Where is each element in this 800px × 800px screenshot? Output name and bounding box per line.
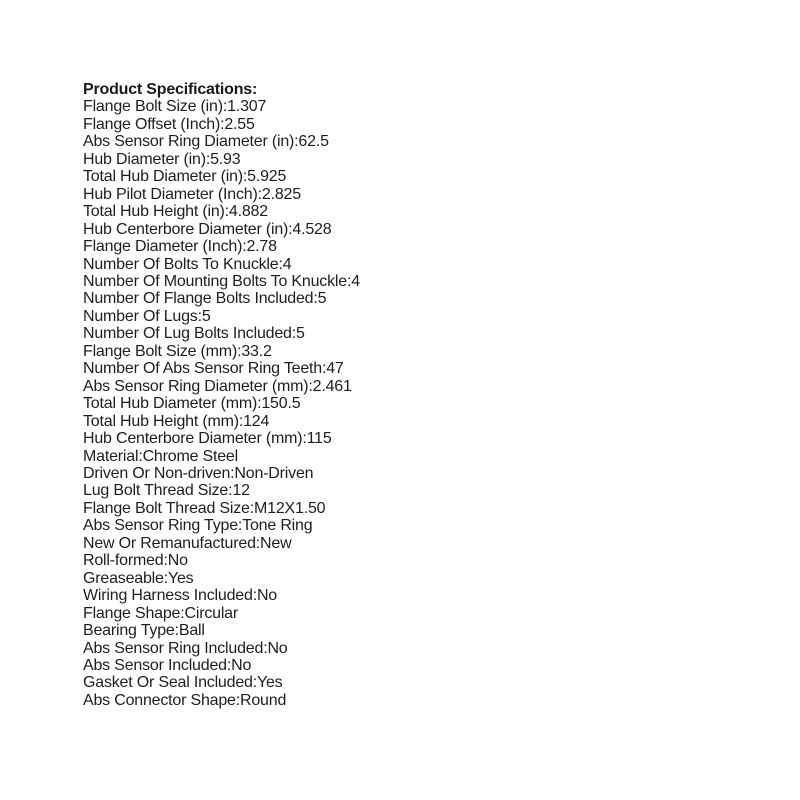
spec-value: New [260, 534, 292, 552]
spec-row [83, 570, 360, 587]
spec-value: 62.5 [298, 133, 329, 151]
spec-row [83, 378, 360, 395]
spec-separator: : [263, 639, 268, 657]
spec-separator: : [242, 168, 248, 186]
spec-label: Number Of Lugs [83, 307, 198, 325]
spec-label: Number Of Abs Sensor Ring Teeth [83, 360, 322, 378]
spec-label: Abs Sensor Ring Diameter (in) [83, 133, 295, 151]
spec-separator: : [257, 185, 262, 203]
spec-value: 33.2 [241, 342, 272, 360]
spec-separator: : [230, 464, 235, 482]
spec-row [83, 360, 360, 377]
spec-label: Flange Bolt Size (in) [83, 98, 223, 116]
spec-value: 5.93 [210, 150, 241, 168]
spec-label: Abs Sensor Ring Diameter (mm) [83, 377, 309, 395]
spec-separator: : [163, 552, 168, 570]
spec-separator: : [237, 517, 243, 535]
spec-value: Yes [167, 569, 194, 587]
spec-value: 5.925 [247, 168, 287, 186]
spec-row [83, 448, 360, 465]
spec-list [83, 98, 360, 709]
spec-row [83, 500, 360, 517]
spec-separator: : [222, 98, 228, 116]
spec-label: New Or Remanufactured [83, 534, 256, 552]
spec-separator: : [197, 307, 202, 325]
spec-label: Number Of Lug Bolts Included [83, 325, 292, 343]
spec-separator: : [278, 255, 283, 273]
spec-value: Circular [184, 604, 239, 622]
spec-value: 2.825 [261, 185, 301, 203]
spec-value: 12 [232, 482, 250, 500]
spec-row [83, 482, 360, 499]
spec-label: Hub Centerbore Diameter (in) [83, 220, 289, 238]
spec-row [83, 395, 360, 412]
spec-label: Total Hub Height (mm) [83, 412, 239, 430]
spec-separator: : [242, 238, 247, 256]
spec-label: Number Of Bolts To Knuckle [83, 255, 279, 273]
spec-separator: : [252, 674, 257, 692]
spec-label: Abs Connector Shape [83, 691, 236, 709]
spec-label: Driven Or Non-driven [83, 464, 231, 482]
spec-value: Chrome Steel [142, 447, 238, 465]
spec-label: Total Hub Diameter (mm) [83, 395, 258, 413]
spec-label: Total Hub Diameter (in) [83, 168, 243, 186]
spec-row [83, 674, 360, 691]
spec-separator: : [302, 430, 307, 448]
spec-label: Abs Sensor Included [83, 656, 227, 674]
spec-separator: : [224, 203, 229, 221]
spec-separator: : [174, 622, 179, 640]
spec-row [83, 186, 360, 203]
spec-separator: : [308, 377, 313, 395]
spec-value: No [231, 656, 252, 674]
spec-row [83, 238, 360, 255]
spec-label: Abs Sensor Ring Type [83, 517, 238, 535]
spec-value: 4.882 [228, 203, 268, 221]
spec-value: 115 [306, 430, 332, 448]
spec-separator: : [220, 115, 225, 133]
spec-label: Wiring Harness Included [83, 587, 253, 605]
spec-row [83, 343, 360, 360]
spec-separator: : [163, 569, 168, 587]
spec-separator: : [226, 656, 232, 674]
spec-value: 2.78 [246, 238, 277, 256]
spec-value: 47 [326, 360, 344, 378]
spec-value: Ball [178, 622, 205, 640]
spec-value: No [256, 587, 278, 605]
spec-value: Round [240, 691, 287, 709]
spec-row [83, 98, 360, 115]
spec-separator: : [205, 150, 211, 168]
spec-value: No [167, 552, 188, 570]
spec-label: Flange Diameter (Inch) [83, 238, 243, 256]
spec-row [83, 657, 360, 674]
spec-separator: : [291, 325, 296, 343]
spec-label: Gasket Or Seal Included [83, 674, 253, 692]
spec-label: Flange Bolt Size (mm) [83, 342, 238, 360]
spec-row [83, 168, 360, 185]
spec-row [83, 605, 360, 622]
spec-separator: : [238, 412, 244, 430]
spec-separator: : [257, 395, 262, 413]
spec-value: Yes [256, 674, 283, 692]
spec-row [83, 517, 360, 534]
spec-separator: : [180, 604, 185, 622]
spec-separator: : [249, 499, 255, 517]
spec-sheet [83, 81, 360, 709]
spec-label: Number Of Flange Bolts Included [83, 290, 314, 308]
spec-row [83, 116, 360, 133]
spec-label: Number Of Mounting Bolts To Knuckle [83, 272, 347, 290]
spec-separator: : [255, 534, 261, 552]
spec-row [83, 151, 360, 168]
spec-value: 150.5 [261, 395, 301, 413]
spec-row [83, 290, 360, 307]
spec-row [83, 256, 360, 273]
spec-value: 2.55 [224, 115, 255, 133]
spec-value: Non-Driven [234, 464, 314, 482]
spec-separator: : [321, 360, 327, 378]
spec-row [83, 308, 360, 325]
spec-label: Roll-formed [83, 552, 164, 570]
spec-separator: : [138, 447, 143, 465]
spec-value: M12X1.50 [254, 499, 326, 517]
spec-row [83, 133, 360, 150]
spec-value: 4 [282, 255, 292, 273]
spec-label: Flange Shape [83, 604, 181, 622]
spec-value: 2.461 [312, 377, 352, 395]
spec-label: Hub Pilot Diameter (Inch) [83, 185, 258, 203]
spec-label: Bearing Type [83, 622, 175, 640]
spec-row [83, 221, 360, 238]
spec-separator: : [235, 691, 240, 709]
spec-label: Total Hub Height (in) [83, 203, 225, 221]
spec-value: No [267, 639, 288, 657]
spec-label: Flange Bolt Thread Size [83, 499, 250, 517]
spec-row [83, 692, 360, 709]
spec-value: 5 [296, 325, 305, 343]
spec-heading: Product Specifications: [83, 81, 258, 98]
spec-row [83, 273, 360, 290]
spec-label: Hub Centerbore Diameter (mm) [83, 430, 303, 448]
spec-label: Greaseable [83, 569, 164, 587]
spec-row [83, 552, 360, 569]
spec-separator: : [237, 342, 242, 360]
spec-value: 1.307 [227, 98, 267, 116]
spec-separator: : [313, 290, 318, 308]
spec-label: Material [83, 447, 139, 465]
spec-row [83, 622, 360, 639]
spec-value: 5 [201, 307, 211, 325]
spec-row [83, 430, 360, 447]
spec-label: Abs Sensor Ring Included [83, 639, 264, 657]
spec-value: Tone Ring [242, 517, 313, 535]
spec-row [83, 325, 360, 342]
spec-label: Lug Bolt Thread Size [83, 482, 229, 500]
spec-row [83, 465, 360, 482]
spec-value: 4 [351, 272, 360, 290]
spec-value: 4.528 [292, 220, 332, 238]
spec-row [83, 535, 360, 552]
spec-separator: : [294, 133, 299, 151]
spec-label: Flange Offset (Inch) [83, 115, 221, 133]
spec-value: 124 [243, 412, 270, 430]
spec-separator: : [288, 220, 293, 238]
spec-separator: : [252, 587, 257, 605]
spec-row [83, 203, 360, 220]
spec-label: Hub Diameter (in) [83, 150, 206, 168]
spec-value: 5 [317, 290, 327, 308]
spec-separator: : [346, 272, 352, 290]
spec-row [83, 587, 360, 604]
spec-row [83, 413, 360, 430]
spec-separator: : [228, 482, 233, 500]
spec-row [83, 640, 360, 657]
